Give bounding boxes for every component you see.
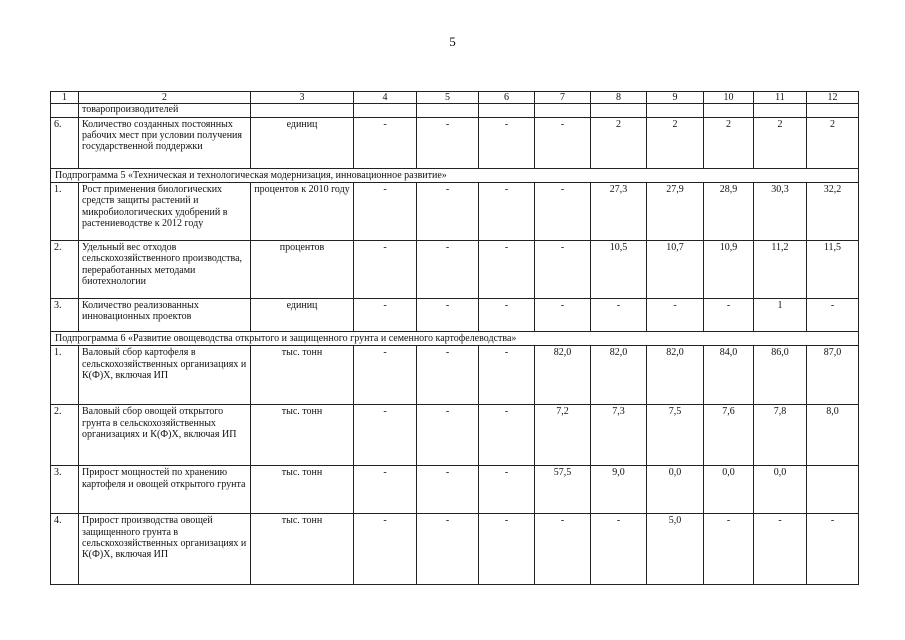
value-cell: - bbox=[354, 118, 417, 169]
value-cell: - bbox=[535, 514, 591, 585]
value-cell: 32,2 bbox=[807, 183, 859, 241]
value-cell bbox=[647, 104, 704, 118]
value-cell bbox=[807, 466, 859, 514]
row-number: 6. bbox=[51, 118, 79, 169]
value-cell: 82,0 bbox=[647, 346, 704, 405]
value-cell: 7,8 bbox=[754, 405, 807, 466]
column-number-header: 1 bbox=[51, 92, 79, 104]
value-cell: - bbox=[354, 241, 417, 299]
value-cell: - bbox=[417, 346, 479, 405]
indicator-name: Рост применения биологических средств защиты растений и микробиологических удобрений в растениеводстве к 2012 году bbox=[79, 183, 251, 241]
value-cell: - bbox=[535, 183, 591, 241]
value-cell: - bbox=[807, 299, 859, 332]
value-cell: 84,0 bbox=[704, 346, 754, 405]
unit-of-measure: процентов bbox=[251, 241, 354, 299]
value-cell: 0,0 bbox=[754, 466, 807, 514]
value-cell: - bbox=[354, 514, 417, 585]
value-cell: - bbox=[417, 299, 479, 332]
row-number: 2. bbox=[51, 241, 79, 299]
value-cell: 10,5 bbox=[591, 241, 647, 299]
value-cell: - bbox=[591, 514, 647, 585]
value-cell: - bbox=[417, 514, 479, 585]
value-cell bbox=[479, 104, 535, 118]
row-number bbox=[51, 104, 79, 118]
table-row bbox=[51, 514, 859, 585]
value-cell: - bbox=[479, 466, 535, 514]
subprogram-header-row bbox=[51, 332, 859, 346]
value-cell: 8,0 bbox=[807, 405, 859, 466]
value-cell: - bbox=[535, 299, 591, 332]
value-cell: 28,9 bbox=[704, 183, 754, 241]
value-cell: 57,5 bbox=[535, 466, 591, 514]
value-cell: - bbox=[479, 299, 535, 332]
value-cell: 27,3 bbox=[591, 183, 647, 241]
value-cell: 2 bbox=[647, 118, 704, 169]
indicator-table bbox=[50, 91, 859, 585]
value-cell: - bbox=[535, 118, 591, 169]
value-cell: - bbox=[354, 346, 417, 405]
column-number-header: 10 bbox=[704, 92, 754, 104]
value-cell bbox=[754, 104, 807, 118]
unit-of-measure bbox=[251, 104, 354, 118]
value-cell: - bbox=[479, 346, 535, 405]
value-cell: 10,9 bbox=[704, 241, 754, 299]
value-cell: 86,0 bbox=[754, 346, 807, 405]
column-number-header: 11 bbox=[754, 92, 807, 104]
value-cell bbox=[591, 104, 647, 118]
value-cell: - bbox=[417, 241, 479, 299]
value-cell bbox=[807, 104, 859, 118]
value-cell: - bbox=[535, 241, 591, 299]
value-cell: - bbox=[479, 514, 535, 585]
value-cell: - bbox=[479, 241, 535, 299]
value-cell: - bbox=[704, 299, 754, 332]
value-cell: - bbox=[591, 299, 647, 332]
value-cell: 82,0 bbox=[591, 346, 647, 405]
value-cell: - bbox=[417, 118, 479, 169]
value-cell: 0,0 bbox=[647, 466, 704, 514]
table-row bbox=[51, 118, 859, 169]
value-cell: - bbox=[807, 514, 859, 585]
value-cell: - bbox=[417, 466, 479, 514]
value-cell: 2 bbox=[704, 118, 754, 169]
indicator-name: Удельный вес отходов сельскохозяйственного производства, переработанных методами биотехнологии bbox=[79, 241, 251, 299]
value-cell: - bbox=[479, 405, 535, 466]
value-cell: - bbox=[417, 405, 479, 466]
column-number-header: 7 bbox=[535, 92, 591, 104]
table-header-row bbox=[51, 92, 859, 104]
value-cell: - bbox=[354, 299, 417, 332]
value-cell: 1 bbox=[754, 299, 807, 332]
row-number: 1. bbox=[51, 183, 79, 241]
value-cell: 30,3 bbox=[754, 183, 807, 241]
value-cell: - bbox=[704, 514, 754, 585]
table-row bbox=[51, 466, 859, 514]
indicator-name: Прирост мощностей по хранению картофеля и овощей открытого грунта bbox=[79, 466, 251, 514]
row-number: 4. bbox=[51, 514, 79, 585]
value-cell: 7,5 bbox=[647, 405, 704, 466]
subprogram-title: Подпрограмма 6 «Развитие овощеводства открытого и защищенного грунта и семенного картофелеводства» bbox=[51, 332, 859, 346]
value-cell: - bbox=[354, 405, 417, 466]
unit-of-measure: тыс. тонн bbox=[251, 466, 354, 514]
value-cell: 7,6 bbox=[704, 405, 754, 466]
value-cell: 5,0 bbox=[647, 514, 704, 585]
column-number-header: 4 bbox=[354, 92, 417, 104]
value-cell bbox=[704, 104, 754, 118]
value-cell bbox=[354, 104, 417, 118]
table-row bbox=[51, 104, 859, 118]
unit-of-measure: тыс. тонн bbox=[251, 405, 354, 466]
unit-of-measure: тыс. тонн bbox=[251, 514, 354, 585]
column-number-header: 5 bbox=[417, 92, 479, 104]
value-cell: 27,9 bbox=[647, 183, 704, 241]
value-cell: 9,0 bbox=[591, 466, 647, 514]
table-row bbox=[51, 405, 859, 466]
table-row bbox=[51, 346, 859, 405]
indicator-name: Количество созданных постоянных рабочих мест при условии получения государственной поддержки bbox=[79, 118, 251, 169]
unit-of-measure: единиц bbox=[251, 118, 354, 169]
value-cell: - bbox=[354, 466, 417, 514]
table-row bbox=[51, 241, 859, 299]
page-number: 5 bbox=[449, 34, 456, 49]
column-number-header: 9 bbox=[647, 92, 704, 104]
row-number: 3. bbox=[51, 466, 79, 514]
value-cell: - bbox=[479, 118, 535, 169]
value-cell: - bbox=[754, 514, 807, 585]
unit-of-measure: процентов к 2010 году bbox=[251, 183, 354, 241]
table-row bbox=[51, 299, 859, 332]
value-cell bbox=[535, 104, 591, 118]
indicator-name: Валовый сбор картофеля в сельскохозяйственных организациях и К(Ф)Х, включая ИП bbox=[79, 346, 251, 405]
column-number-header: 3 bbox=[251, 92, 354, 104]
value-cell: - bbox=[647, 299, 704, 332]
value-cell: 7,3 bbox=[591, 405, 647, 466]
column-number-header: 12 bbox=[807, 92, 859, 104]
column-number-header: 8 bbox=[591, 92, 647, 104]
value-cell: 7,2 bbox=[535, 405, 591, 466]
row-number: 2. bbox=[51, 405, 79, 466]
indicator-name: Количество реализованных инновационных проектов bbox=[79, 299, 251, 332]
subprogram-title: Подпрограмма 5 «Техническая и технологическая модернизация, инновационное развитие» bbox=[51, 169, 859, 183]
value-cell: 10,7 bbox=[647, 241, 704, 299]
value-cell: - bbox=[354, 183, 417, 241]
value-cell: 87,0 bbox=[807, 346, 859, 405]
unit-of-measure: тыс. тонн bbox=[251, 346, 354, 405]
value-cell: 11,5 bbox=[807, 241, 859, 299]
value-cell: 2 bbox=[591, 118, 647, 169]
value-cell: - bbox=[417, 183, 479, 241]
table-row bbox=[51, 183, 859, 241]
value-cell bbox=[417, 104, 479, 118]
value-cell: 0,0 bbox=[704, 466, 754, 514]
value-cell: 2 bbox=[807, 118, 859, 169]
unit-of-measure: единиц bbox=[251, 299, 354, 332]
column-number-header: 6 bbox=[479, 92, 535, 104]
column-number-header: 2 bbox=[79, 92, 251, 104]
row-number: 3. bbox=[51, 299, 79, 332]
value-cell: 82,0 bbox=[535, 346, 591, 405]
row-number: 1. bbox=[51, 346, 79, 405]
indicator-name: товаропроизводителей bbox=[79, 104, 251, 118]
indicator-name: Прирост производства овощей защищенного грунта в сельскохозяйственных организациях и К(Ф)Х, включая ИП bbox=[79, 514, 251, 585]
value-cell: - bbox=[479, 183, 535, 241]
value-cell: 11,2 bbox=[754, 241, 807, 299]
indicator-name: Валовый сбор овощей открытого грунта в сельскохозяйственных организациях и К(Ф)Х, включая ИП bbox=[79, 405, 251, 466]
subprogram-header-row bbox=[51, 169, 859, 183]
value-cell: 2 bbox=[754, 118, 807, 169]
